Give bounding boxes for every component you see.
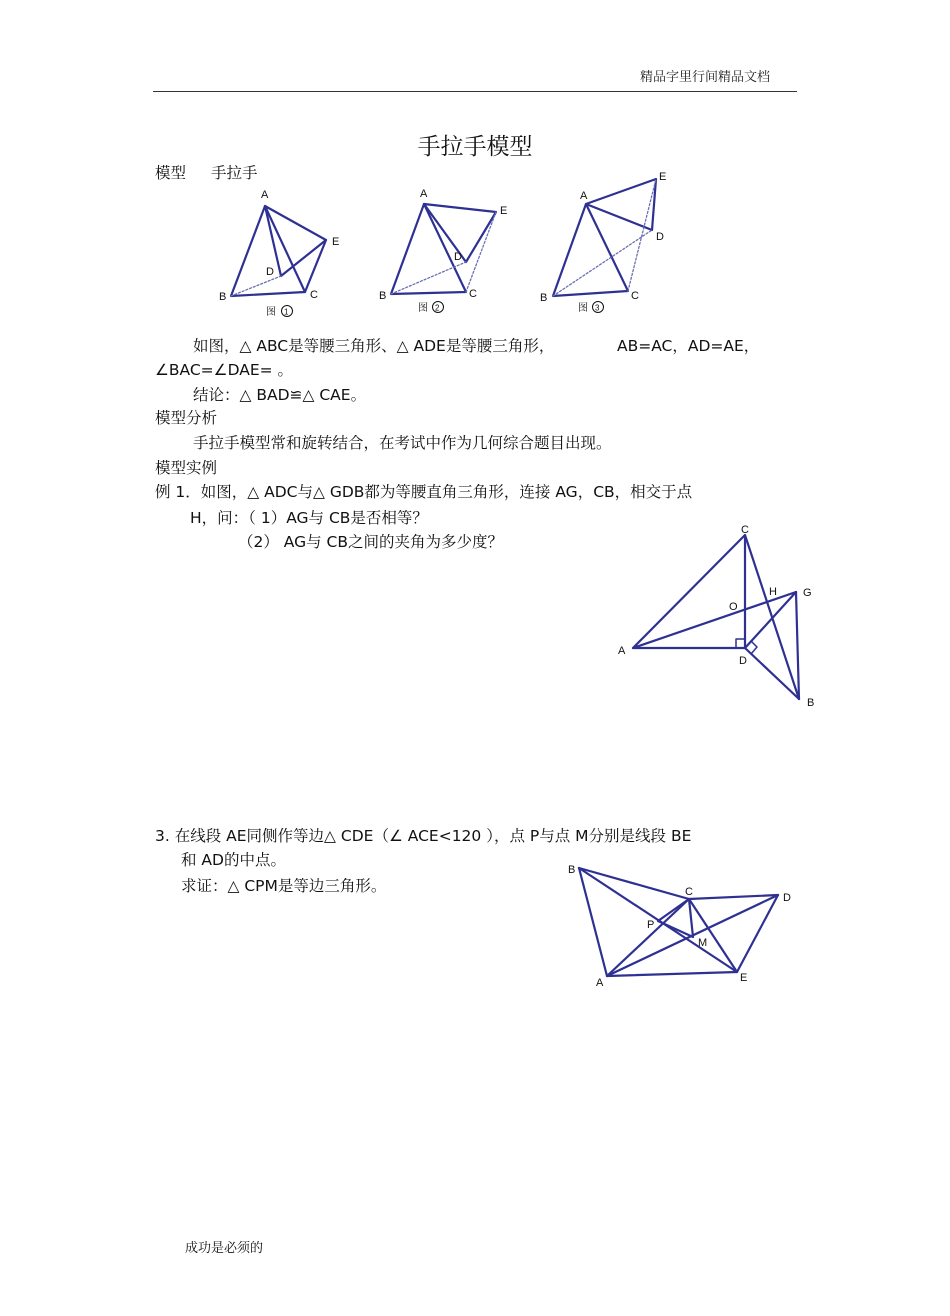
fig3-triangle-abc bbox=[553, 204, 628, 296]
ex3-outline bbox=[579, 868, 778, 976]
example3-line1: 3. 在线段 AE同侧作等边△ CDE（∠ ACE<120 ），点 P与点 M分别是线段 BE bbox=[155, 827, 692, 845]
figure-3 bbox=[535, 168, 680, 318]
ex3-label-e: E bbox=[740, 972, 748, 984]
fig2-label-a: A bbox=[420, 188, 428, 200]
header-rule bbox=[153, 91, 797, 92]
fig2-label-b: B bbox=[379, 290, 387, 302]
fig2-segment-ce bbox=[466, 212, 496, 292]
fig1-label-a: A bbox=[261, 189, 269, 201]
ex3-label-p: P bbox=[647, 919, 655, 931]
fig1-number: 1 bbox=[284, 307, 289, 317]
ex1-segment-gb bbox=[796, 592, 799, 699]
fig1-label-e: E bbox=[332, 236, 340, 248]
ex1-label-o: O bbox=[729, 601, 738, 613]
analysis-text: 手拉手模型常和旋转结合，在考试中作为几何综合题目出现。 bbox=[193, 434, 612, 452]
model-label: 模型 bbox=[155, 164, 187, 182]
para-line1-b: AB=AC，AD=AE， bbox=[617, 337, 760, 355]
example3-figure bbox=[560, 855, 800, 1000]
ex1-right-angle-adc bbox=[736, 639, 745, 648]
para-conclusion: 结论：△ BAD≌△ CAE。 bbox=[193, 386, 367, 404]
fig2-label-d: D bbox=[454, 251, 462, 263]
fig3-number: 3 bbox=[595, 303, 600, 313]
ex3-label-a: A bbox=[596, 977, 604, 989]
fig2-number: 2 bbox=[435, 303, 440, 313]
model-name: 手拉手 bbox=[211, 164, 258, 182]
example1-line1: 例 1．如图，△ ADC与△ GDB都为等腰直角三角形，连接 AG，CB，相交于点 bbox=[155, 483, 693, 501]
figure-2 bbox=[375, 182, 515, 317]
ex3-label-m: M bbox=[698, 937, 708, 949]
fig1-label-c: C bbox=[310, 289, 318, 301]
example1-figure bbox=[610, 515, 820, 715]
fig2-caption: 图 bbox=[418, 303, 428, 314]
ex1-right-angle-gdb bbox=[751, 641, 757, 654]
page-title: 手拉手模型 bbox=[417, 134, 533, 160]
example1-line2: H，问：（ 1）AG与 CB是否相等？ bbox=[190, 509, 428, 527]
example3-line2: 和 AD的中点。 bbox=[181, 851, 286, 869]
fig3-label-b: B bbox=[540, 292, 548, 304]
ex1-label-d: D bbox=[739, 655, 747, 667]
ex1-label-a: A bbox=[618, 645, 626, 657]
footer-text: 成功是必须的 bbox=[185, 1241, 264, 1256]
fig3-segment-ce bbox=[628, 179, 656, 291]
examples-heading: 模型实例 bbox=[155, 459, 218, 477]
fig2-triangle-abc bbox=[391, 204, 466, 294]
ex3-label-d: D bbox=[783, 892, 791, 904]
fig1-caption: 图 bbox=[266, 307, 276, 318]
ex1-label-g: G bbox=[803, 587, 812, 599]
fig2-label-e: E bbox=[500, 205, 508, 217]
ex1-label-h: H bbox=[769, 586, 777, 598]
ex3-segment-ac bbox=[607, 899, 689, 976]
fig2-segment-bd bbox=[391, 262, 466, 294]
fig3-triangle-ade bbox=[586, 179, 656, 230]
ex1-label-b: B bbox=[807, 697, 815, 709]
example1-line3: （2） AG与 CB之间的夹角为多少度？ bbox=[238, 533, 504, 551]
para-line2: ∠BAC=∠DAE= 。 bbox=[155, 361, 294, 379]
fig3-label-d: D bbox=[656, 231, 664, 243]
example3-line3: 求证：△ CPM是等边三角形。 bbox=[181, 877, 387, 895]
ex1-label-c: C bbox=[741, 524, 749, 536]
fig1-label-d: D bbox=[266, 266, 274, 278]
fig3-label-c: C bbox=[631, 290, 639, 302]
ex1-triangle-adc bbox=[633, 535, 745, 648]
fig2-label-c: C bbox=[469, 288, 477, 300]
ex3-segment-ce bbox=[689, 899, 737, 972]
ex3-segment-bc bbox=[579, 868, 689, 899]
fig1-label-b: B bbox=[219, 291, 227, 303]
ex3-label-c: C bbox=[685, 886, 693, 898]
fig3-label-e: E bbox=[659, 171, 667, 183]
fig3-caption: 图 bbox=[578, 303, 588, 314]
ex3-label-b: B bbox=[568, 864, 576, 876]
figure-1 bbox=[215, 185, 345, 320]
analysis-heading: 模型分析 bbox=[155, 409, 218, 427]
fig3-label-a: A bbox=[580, 190, 588, 202]
header-text: 精品字里行间精品文档 bbox=[640, 70, 771, 85]
para-line1-a: 如图，△ ABC是等腰三角形、△ ADE是等腰三角形， bbox=[193, 337, 555, 355]
